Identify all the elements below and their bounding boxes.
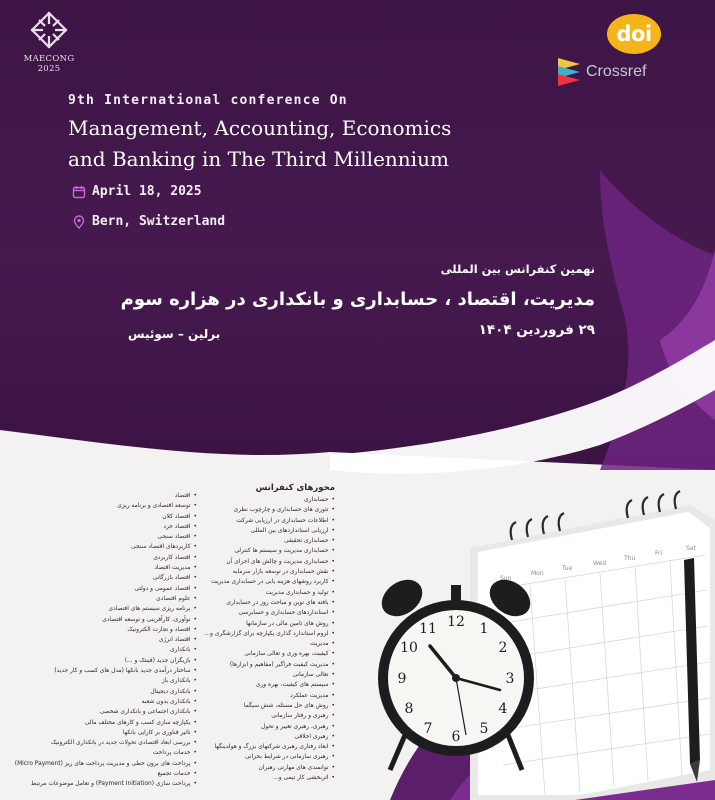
topic-item: • روش های حل مسئله، شش سیگما (175, 701, 335, 711)
weekday-label: Wed (593, 560, 607, 567)
doi-label: doi (616, 22, 652, 46)
topic-item: • استانداردهای حسابداری و حسابرسی (175, 608, 335, 618)
topic-item: • نقش حسابداری در توسعه بازار سرمایه (175, 567, 335, 577)
topic-item: • توسعه اقتصادی و برنامه ریزی (0, 501, 197, 511)
topic-item: • توانمندی های مهارتی رهبران (175, 763, 335, 773)
svg-text:8: 8 (404, 701, 414, 717)
svg-text:6: 6 (451, 729, 461, 745)
topic-item: • اقتصاد انرژی (0, 635, 197, 645)
topic-item: • مدیریت (175, 639, 335, 649)
topic-item: • روش های تامین مالی در سازمانها (175, 619, 335, 629)
topic-item: • یافته های نوین و مباحث روز در حسابداری (175, 598, 335, 608)
location-en-text: Bern, Switzerland (92, 214, 226, 229)
svg-text:1: 1 (479, 621, 489, 637)
topic-item: • کاربرد روشهای هزینه یابی در حسابداری مدیریت (175, 577, 335, 587)
conference-date-fa: ۲۹ فروردین ۱۴۰۴ (478, 322, 595, 338)
topic-item: • اطلاعات حسابداری در ارزیابی شرکت (175, 516, 335, 526)
topic-item: • اقتصاد کلان (0, 512, 197, 522)
topic-item: • پرداخت سازی (Payment Initiation) و تعامل موضوعات مرتبط (0, 779, 197, 789)
svg-text:12: 12 (447, 614, 465, 630)
svg-text:2: 2 (498, 640, 508, 656)
topic-item: • حسابداری مدیریت و چالش های اجرای آن (175, 557, 335, 567)
conference-location-fa: برلین – سوئیس (128, 327, 221, 341)
weekday-label: Thu (624, 555, 636, 562)
topic-item: • تاثیر فناوری بر کارایی بانکها (0, 728, 197, 738)
topic-item: • کیفیت، بهره وری و تعالی سازمانی (175, 649, 335, 659)
topic-item: • رهبری و رفتار سازمانی (175, 711, 335, 721)
topic-item: • مدیریت عملکرد (175, 691, 335, 701)
topic-item: • سیستم های کیفیت، بهره وری (175, 680, 335, 690)
topic-item: • بررسی ابعاد اقتصادی تحولات جدید در بانکداری الکترونیک (0, 738, 197, 748)
topic-item: • نوآوری، کارآفرینی و توسعه اقتصادی (0, 615, 197, 625)
conference-edition: 9th International conference On (68, 93, 348, 108)
title-line-2: and Banking in The Third Millennium (68, 147, 449, 171)
crossref-label: Crossref (586, 63, 647, 80)
svg-text:3: 3 (505, 671, 515, 687)
weekday-label: Tue (562, 565, 573, 572)
topic-item: • بانکداری دیجیتال (0, 687, 197, 697)
svg-text:5: 5 (479, 721, 489, 737)
topic-item: • بازیگران جدید (فینتک و ...) (0, 656, 197, 666)
topic-item: • تئوری های حسابداری و چارچوب نظری (175, 505, 335, 515)
topic-item: • بانکداری اجتماعی و بانکداری شخصی (0, 707, 197, 717)
topic-item: • رهبری سازمانی در شرایط بحرانی (175, 752, 335, 762)
logo-label: MAECONG 2025 (23, 54, 75, 74)
topic-item: • ارزیابی استانداردهای بین المللی (175, 526, 335, 536)
topic-item: • حسابداری (175, 495, 335, 505)
weekday-label: Mon (531, 570, 544, 577)
topic-item: • بانکداری (0, 645, 197, 655)
weekday-label: Sun (500, 575, 512, 582)
topic-item: • کاربردهای اقتصاد سنجی (0, 542, 197, 552)
conference-title-fa: مدیریت، اقتصاد ، حسابداری و بانکداری در هزاره سوم (120, 289, 595, 310)
topic-item: • حسابداری مدیریت و سیستم ها کنترلی (175, 546, 335, 556)
topic-item: • اثربخشی کار تیمی و... (175, 773, 335, 783)
topic-item: • تولید و حسابداری مدیریت (175, 588, 335, 598)
topic-item: • لزوم استاندارد گذاری یکپارچه برای گزارشگری و... (175, 629, 335, 639)
topic-item: • ساختار درآمدی جدید بانکها (مدل های کسب و کار جدید) (0, 666, 197, 676)
topic-item: • خدمات پرداخت (0, 748, 197, 758)
topic-item: • علوم اقتصادی (0, 594, 197, 604)
svg-text:7: 7 (423, 721, 433, 737)
topic-item: • بانکداری باز (0, 676, 197, 686)
topic-item: • مدیریت کیفیت فراگیر (مفاهیم و ابزارها) (175, 660, 335, 670)
topic-item: • حسابداری تحقیقی (175, 536, 335, 546)
topic-item: • بانکداری بدون شعبه (0, 697, 197, 707)
topic-item: • رهبری اخلاقی (175, 732, 335, 742)
svg-text:11: 11 (419, 621, 437, 637)
topic-item: • ابعاد رفتاری رهبری شرکتهای بزرگ و هولدینگها (175, 742, 335, 752)
topic-item: • اقتصاد عمومی و دولتی (0, 584, 197, 594)
topic-item: • اقتصاد (0, 491, 197, 501)
svg-text:4: 4 (498, 701, 508, 717)
title-line-1: Management, Accounting, Economics (68, 116, 452, 140)
topics-heading: محورهای کنفرانس (255, 483, 335, 493)
topic-item: • اقتصاد و تجارت الکترونیک (0, 625, 197, 635)
topic-item: • اقتصاد بازرگانی (0, 573, 197, 583)
topic-item: • اقتصاد کاربردی (0, 553, 197, 563)
svg-text:10: 10 (400, 640, 418, 656)
topic-item: • اقتصاد سنجی (0, 532, 197, 542)
conference-edition-fa: نهمین کنفرانس بین المللی (440, 262, 595, 276)
topic-item: • رهبری، رهبری تغییر و تحول (175, 722, 335, 732)
weekday-label: Fri (655, 550, 663, 557)
svg-text:9: 9 (397, 671, 407, 687)
topic-item: • یکپارچه سازی کسب و کارهای مختلف مالی (0, 718, 197, 728)
date-en-text: April 18, 2025 (92, 184, 202, 199)
topic-item: • خدمات تجمیع (0, 769, 197, 779)
topic-item: • تعالی سازمانی (175, 670, 335, 680)
topic-item: • برنامه ریزی سیستم های اقتصادی (0, 604, 197, 614)
topic-item: • پرداخت های برون خطی و مدیریت پرداخت های ریز (Micro Payment) (0, 759, 197, 769)
topic-item: • مدیریت اقتصاد (0, 563, 197, 573)
weekday-label: Sat (686, 545, 696, 552)
topic-item: • اقتصاد خرد (0, 522, 197, 532)
